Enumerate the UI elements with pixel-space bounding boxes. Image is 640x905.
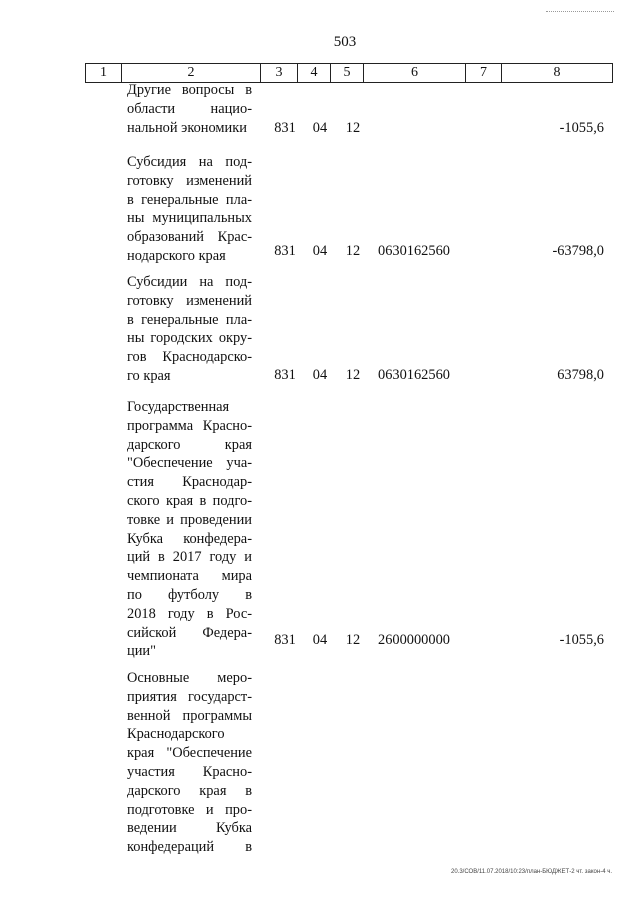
row-0-subsection-code: 12 (345, 120, 361, 136)
description-line: чемпионата мира (127, 568, 252, 585)
description-line: венной программы (127, 707, 252, 724)
row-0-ministry-code: 831 (274, 120, 296, 136)
page-number: 503 (333, 34, 357, 50)
description-line: приятия государст- (127, 688, 252, 705)
description-line: Основные меро- (127, 670, 252, 686)
description-line: Другие вопросы в (127, 82, 252, 98)
description-line: гов Краснодарско- (127, 349, 252, 366)
row-description-state-program (127, 398, 252, 661)
description-line: "Обеспечение уча- (127, 455, 252, 472)
column-header-2: 2 (122, 64, 261, 83)
column-header-7: 7 (466, 64, 502, 83)
column-header-6: 6 (364, 64, 466, 83)
row-description-main-activities (127, 669, 252, 857)
description-line: го края (127, 367, 171, 384)
row-1-section-code: 04 (312, 243, 328, 259)
description-line: Государственная (127, 399, 230, 415)
row-0-amount: -1055,6 (559, 120, 604, 136)
description-line: подготовке и про- (127, 801, 252, 818)
description-line: ны городских окру- (127, 330, 252, 347)
description-line: готовку изменений (127, 292, 252, 309)
description-line: Субсидия на под- (127, 154, 252, 170)
description-line: по футболу в (127, 586, 252, 603)
description-line: ведении Кубка (127, 820, 252, 837)
row-1-subsection-code: 12 (345, 243, 361, 259)
row-1-amount: -63798,0 (552, 243, 604, 259)
description-line: участия Красно- (127, 763, 252, 780)
description-line: области нацио- (127, 100, 252, 117)
description-line: в генеральные пла- (127, 191, 252, 208)
row-2-section-code: 04 (312, 367, 328, 383)
description-line: Кубка конфедера- (127, 530, 252, 547)
row-3-section-code: 04 (312, 632, 328, 648)
description-line: программа Красно- (127, 417, 252, 434)
description-line: дарского края в (127, 782, 252, 799)
description-line: в генеральные пла- (127, 311, 252, 328)
description-line: Субсидии на под- (127, 274, 252, 290)
description-line: нодарского края (127, 247, 226, 264)
column-header-3: 3 (261, 64, 298, 83)
row-2-ministry-code: 831 (274, 367, 296, 383)
row-3-ministry-code: 831 (274, 632, 296, 648)
description-line: конфедераций в (127, 839, 252, 856)
column-header-8: 8 (502, 64, 613, 83)
description-line: ского края в подго- (127, 492, 252, 509)
description-line: образований Крас- (127, 229, 252, 246)
description-line: товке и проведении (127, 511, 252, 528)
document-footer-code: 20.3/СОВ/11.07.2018/10:23/план-БЮДЖЕТ-2 чт. закон-4 ч. (451, 869, 612, 875)
description-line: дарского края (127, 436, 252, 453)
description-line: готовку изменений (127, 172, 252, 189)
row-3-target-code: 2600000000 (378, 632, 450, 648)
row-2-subsection-code: 12 (345, 367, 361, 383)
description-line: Краснодарского (127, 726, 225, 743)
row-1-ministry-code: 831 (274, 243, 296, 259)
column-header-row (85, 63, 613, 83)
description-line: стия Краснодар- (127, 474, 252, 491)
description-line: ций в 2017 году и (127, 549, 252, 566)
description-line: 2018 году в Рос- (127, 605, 252, 622)
description-line: ны муниципальных (127, 210, 252, 227)
description-line: сийской Федера- (127, 624, 252, 641)
row-description-other-economy (127, 81, 252, 137)
column-header-4: 4 (298, 64, 331, 83)
description-line: ции" (127, 643, 156, 660)
column-header-5: 5 (331, 64, 364, 83)
row-0-section-code: 04 (312, 120, 328, 136)
row-2-amount: 63798,0 (557, 367, 604, 383)
row-2-target-code: 0630162560 (378, 367, 450, 383)
description-line: края "Обеспечение (127, 745, 252, 762)
description-line: нальной экономики (127, 119, 247, 136)
row-1-target-code: 0630162560 (378, 243, 450, 259)
row-3-amount: -1055,6 (559, 632, 604, 648)
top-rule (546, 11, 614, 12)
row-description-subsidy-city-districts (127, 273, 252, 386)
row-3-subsection-code: 12 (345, 632, 361, 648)
column-header-1: 1 (86, 64, 122, 83)
row-description-subsidy-municipal (127, 153, 252, 266)
